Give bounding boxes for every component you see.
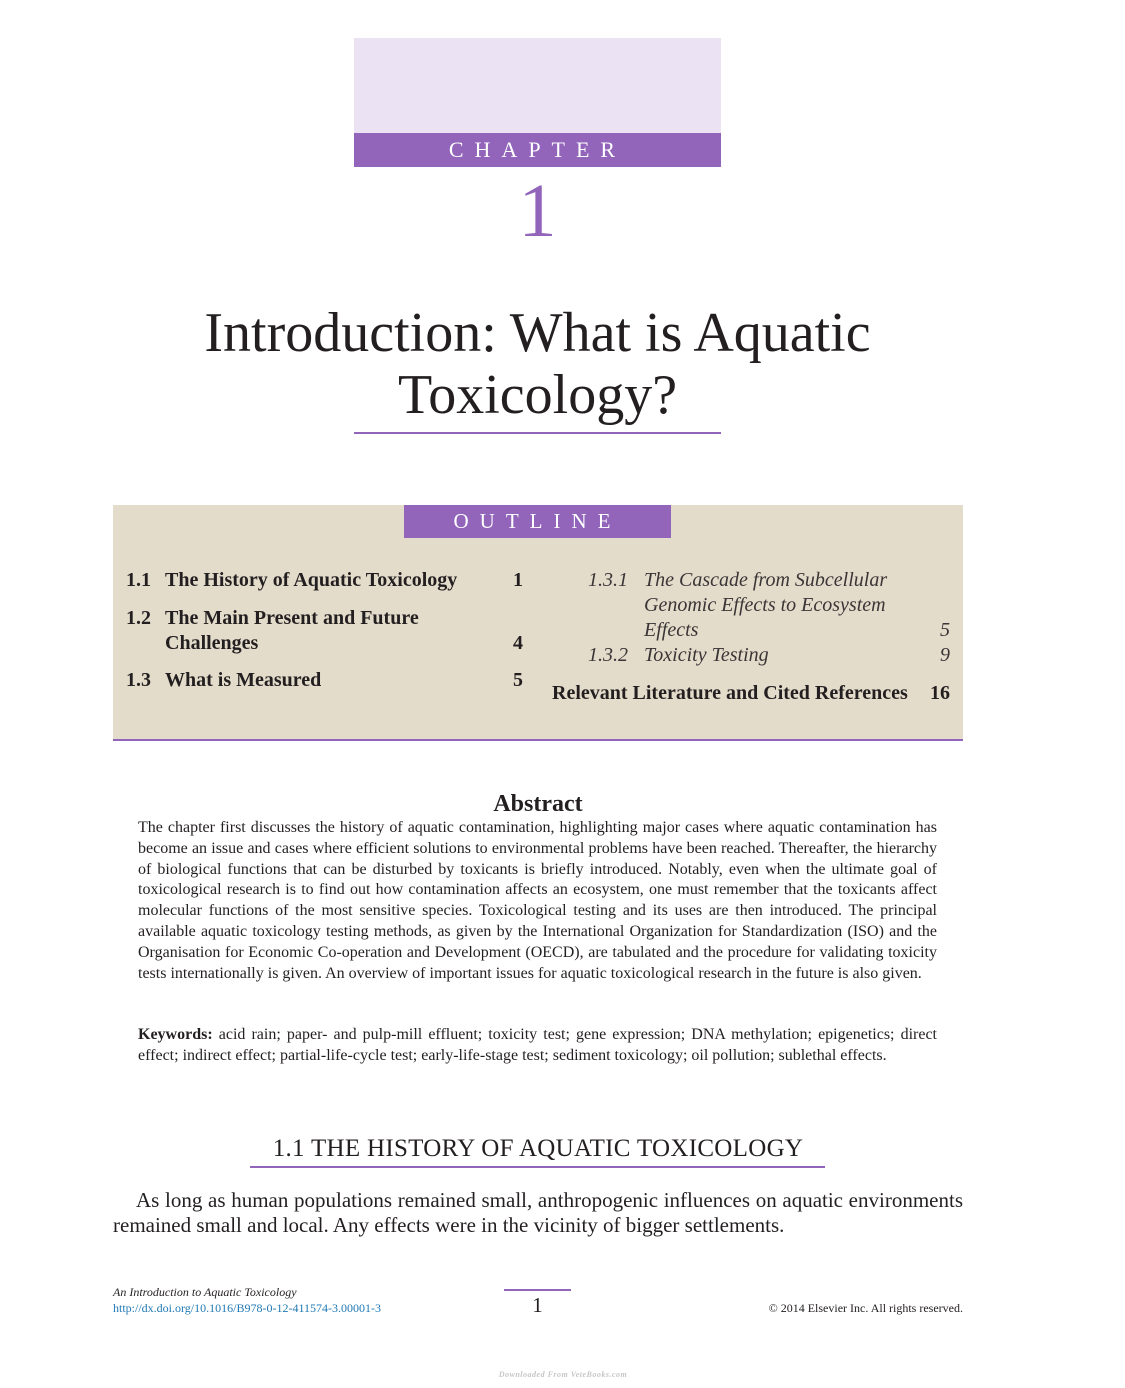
toc-entry-1-1[interactable] [126,568,523,593]
toc-page: 9 [940,644,950,666]
toc-title-line1: The Main Present and Future [165,607,419,629]
section-heading-underline [250,1166,825,1168]
chapter-title [100,302,975,426]
keywords-text: acid rain; paper- and pulp-mill effluent; toxicity test; gene expression; DNA methylation; epigenetics; direct effect; indirect effect; partial-life-cycle test; early-life-stage test; sediment toxicology; oil pollution; sublethal effects. [138,1026,937,1064]
toc-title-line3: Effects [644,619,699,641]
toc-title: The History of Aquatic Toxicology [165,569,458,591]
chapter-title-line1: Introduction: What is Aquatic [204,302,871,364]
toc-number: 1.3.2 [588,644,628,666]
toc-number: 1.3.1 [588,569,628,591]
toc-page: 16 [930,682,950,704]
toc-entry-1-2[interactable] [126,606,523,656]
keywords-label: Keywords: [138,1026,213,1043]
toc-title-line2: Challenges [165,632,259,654]
toc-title-line1: The Cascade from Subcellular [644,569,888,591]
footer-copyright: © 2014 Elsevier Inc. All rights reserved. [768,1301,963,1315]
toc-title-line2: Genomic Effects to Ecosystem [644,594,886,616]
abstract-text: The chapter first discusses the history of aquatic contamination, highlighting major cases where aquatic contamination has become an issue and cases where efficient solutions to environmental problems have been reached. Thereafter, the hierarchy of biological functions that can be disturbed by toxicants is briefly introduced. Notably, even when the ultimate goal of toxicological research is to find out how contamination affects an ecosystem, one must remember that the toxicants affect molecular functions of the most sensitive species. Toxicological testing and its uses are then introduced. The principal available aquatic toxicology testing methods, as given by the International Organization for Standardization (ISO) and the Organisation for Economic Co-operation and Development (OECD), are tabulated and the procedure for validating toxicity tests internationally is given. An overview of important issues for aquatic toxicological research in the future is also given. [138,819,937,982]
toc-title: What is Measured [165,669,322,691]
outline-divider [113,739,963,741]
chapter-number: 1 [518,169,557,253]
footer-page-number: 1 [532,1293,543,1317]
toc-number: 1.3 [126,669,151,691]
toc-number: 1.1 [126,569,151,591]
toc-number: 1.2 [126,607,151,629]
footer-doi-link[interactable]: http://dx.doi.org/10.1016/B978-0-12-411574-3.00001-3 [113,1301,381,1315]
footer-book-title: An Introduction to Aquatic Toxicology [113,1285,297,1299]
toc-entry-1-3-1[interactable] [588,568,950,643]
toc-page: 5 [513,669,523,691]
outline-label: OUTLINE [404,505,671,538]
footer-page-rule [504,1289,571,1291]
toc-title: Relevant Literature and Cited References [552,682,908,704]
keywords [138,1025,937,1067]
chapter-label: CHAPTER [354,133,721,167]
toc-page: 5 [940,619,950,641]
abstract-heading: Abstract [493,791,583,817]
toc-entry-1-3[interactable] [126,668,523,693]
toc-page: 1 [513,569,523,591]
toc-title: Toxicity Testing [644,644,769,666]
title-divider [354,432,721,434]
toc-entry-1-3-2[interactable] [588,643,950,668]
download-watermark: Downloaded From VeteBooks.com [498,1370,628,1379]
chapter-title-line2: Toxicology? [397,364,678,426]
body-paragraph: As long as human populations remained small, anthropogenic influences on aquatic environments remained small and local. Any effects were in the vicinity of bigger settlements. [113,1188,963,1237]
toc-entry-references[interactable] [552,681,950,706]
section-heading: 1.1 THE HISTORY OF AQUATIC TOXICOLOGY [272,1135,804,1162]
chapter-banner-box [354,38,721,133]
toc-page: 4 [513,632,523,654]
